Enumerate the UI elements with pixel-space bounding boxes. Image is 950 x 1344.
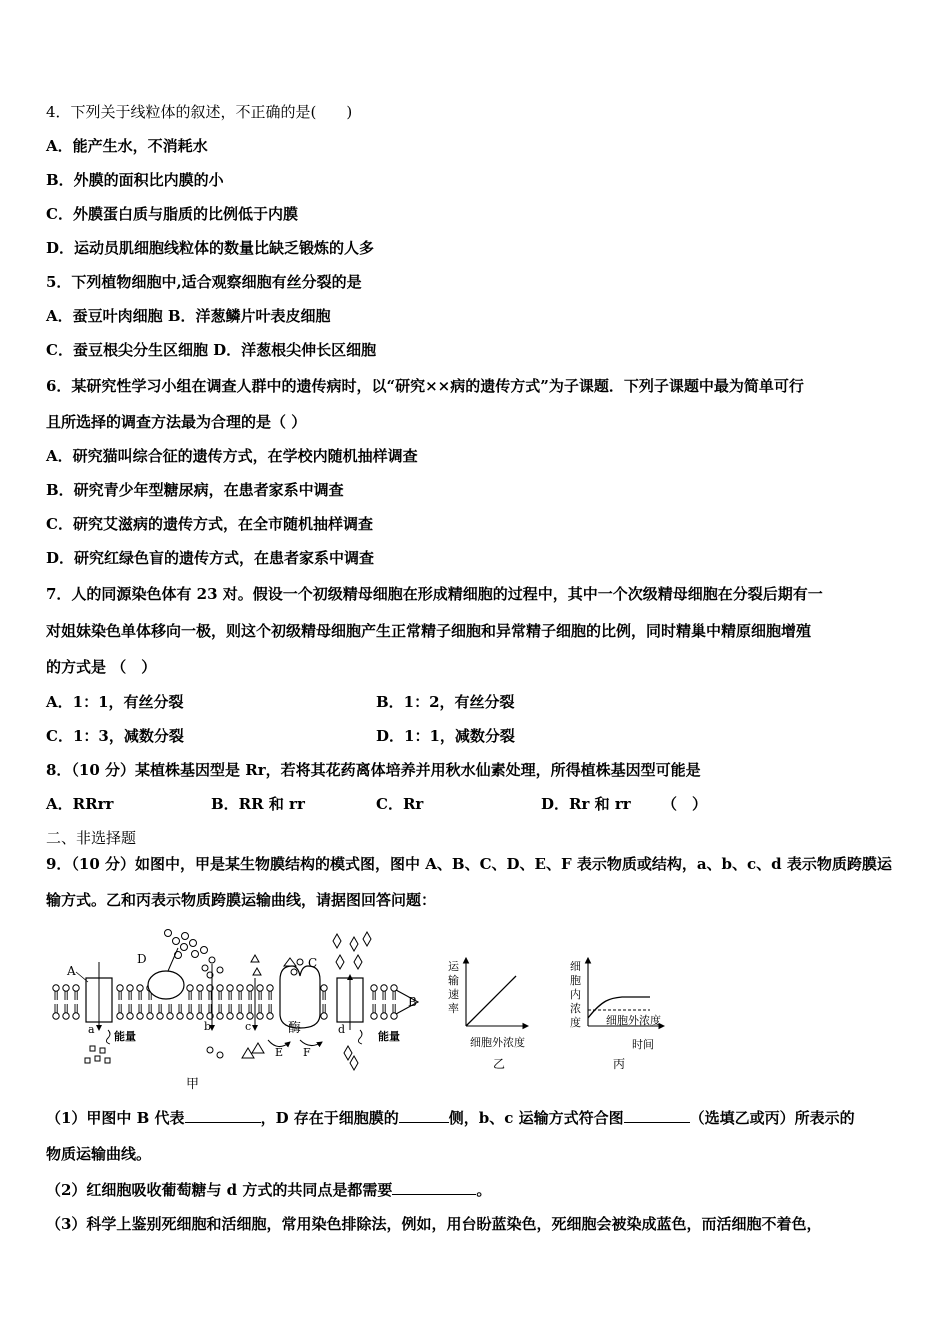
yi-ylabel-1: 运	[448, 960, 459, 973]
yi-ylabel-3: 速	[448, 988, 459, 1001]
q4-option-c: C．外膜蛋白质与脂质的比例低于内膜	[46, 205, 298, 223]
q6-option-c: C．研究艾滋病的遗传方式，在全市随机抽样调查	[46, 515, 373, 533]
q9-blank-2[interactable]	[399, 1108, 449, 1123]
q7-option-a: A．1：1，有丝分裂	[46, 693, 184, 711]
q9-sub2	[46, 1180, 491, 1200]
yi-xlabel: 细胞外浓度	[470, 1036, 525, 1049]
q7-option-d: D．1：1，减数分裂	[376, 727, 515, 745]
caption-jia: 甲	[186, 1077, 200, 1092]
enzyme-label: 酶	[288, 1021, 302, 1036]
membrane-figure	[0, 920, 950, 1095]
q4-option-b: B．外膜的面积比内膜的小	[46, 171, 224, 189]
q4-stem: 4．下列关于线粒体的叙述，不正确的是( )	[46, 103, 353, 121]
bing-legend: 细胞外浓度	[606, 1014, 661, 1027]
bing-ylabel-2: 胞	[570, 974, 581, 987]
q5-options-ab: A．蚕豆叶肉细胞 B．洋葱鳞片叶表皮细胞	[46, 307, 331, 325]
label-d-lower: d	[338, 1023, 346, 1036]
q7-option-c: C．1：3，减数分裂	[46, 727, 184, 745]
caption-yi: 乙	[493, 1057, 506, 1071]
bing-ylabel-3: 内	[570, 988, 581, 1001]
q7-stem-line3: 的方式是 （ ）	[46, 658, 157, 676]
q9-blank-4[interactable]	[392, 1180, 476, 1195]
q5-options-cd: C．蚕豆根尖分生区细胞 D．洋葱根尖伸长区细胞	[46, 341, 377, 359]
q9-sub1-part1: （1）甲图中 B 代表	[46, 1109, 185, 1127]
q8-option-b: B．RR 和 rr	[211, 795, 305, 813]
label-b-lower: b	[204, 1020, 212, 1033]
q8-option-c: C．Rr	[376, 795, 424, 813]
energy-label-2: 能量	[378, 1030, 400, 1043]
energy-label-1: 能量	[114, 1030, 136, 1043]
q9-sub1-line1	[46, 1108, 855, 1128]
q6-stem-line2: 且所选择的调查方法最为合理的是（ ）	[46, 413, 307, 431]
q7-option-b: B．1：2，有丝分裂	[376, 693, 515, 711]
yi-ylabel-2: 输	[448, 974, 459, 987]
q8-option-a: A．RRrr	[46, 795, 114, 813]
q4-option-d: D．运动员肌细胞线粒体的数量比缺乏锻炼的人多	[46, 239, 375, 257]
caption-bing: 丙	[613, 1057, 626, 1071]
glycoprotein-d	[148, 971, 184, 999]
q9-sub1-part4: （选填乙或丙）所表示的	[689, 1109, 855, 1127]
label-a-lower: a	[88, 1023, 95, 1036]
q8-option-d: D．Rr 和 rr	[541, 795, 631, 813]
q9-sub1-part2: ，D 存在于细胞膜的	[260, 1109, 399, 1127]
q9-stem-line2: 输方式。乙和丙表示物质跨膜运输曲线，请据图回答问题：	[46, 891, 437, 909]
q9-sub1-part3: 侧，b、c 运输方式符合图	[448, 1109, 624, 1127]
label-d-upper: D	[137, 952, 147, 966]
q9-sub3: （3）科学上鉴别死细胞和活细胞，常用染色排除法，例如，用台盼蓝染色，死细胞会被染成蓝色，而活细胞不着色，	[46, 1215, 822, 1233]
q6-option-b: B．研究青少年型糖尿病，在患者家系中调查	[46, 481, 344, 499]
q6-option-d: D．研究红绿色盲的遗传方式，在患者家系中调查	[46, 549, 375, 567]
bing-ylabel-4: 浓	[570, 1002, 581, 1015]
bing-ylabel-5: 度	[570, 1016, 581, 1029]
q9-sub1-line2: 物质运输曲线。	[46, 1145, 152, 1163]
label-c-upper: C	[308, 956, 318, 970]
q7-stem-line1: 7．人的同源染色体有 23 对。假设一个初级精母细胞在形成精细胞的过程中，其中一个次级精母细胞在分裂后期有一	[46, 585, 823, 603]
label-b-upper: B	[408, 995, 417, 1009]
q6-stem-line1: 6．某研究性学习小组在调查人群中的遗传病时，以“研究××病的遗传方式”为子课题．下列子课题中最为简单可行	[46, 377, 804, 395]
q9-sub2-part2: 。	[476, 1181, 492, 1199]
q6-option-a: A．研究猫叫综合征的遗传方式，在学校内随机抽样调查	[46, 447, 418, 465]
graph-yi	[448, 958, 528, 1071]
graph-bing	[570, 958, 664, 1071]
bing-xlabel: 时间	[632, 1038, 654, 1051]
q8-answer-paren: （ ）	[662, 795, 708, 813]
label-c-lower: c	[245, 1020, 252, 1033]
q5-stem: 5．下列植物细胞中,适合观察细胞有丝分裂的是	[46, 273, 362, 291]
section-heading: 二、非选择题	[46, 829, 137, 847]
q7-stem-line2: 对姐妹染色单体移向一极，则这个初级精母细胞产生正常精子细胞和异常精子细胞的比例，同时精巢中精原细胞增殖	[46, 622, 812, 640]
q4-option-a: A．能产生水，不消耗水	[46, 137, 208, 155]
q9-stem-line1: 9．（10 分）如图中，甲是某生物膜结构的模式图，图中 A、B、C、D、E、F 表示物质或结构，a、b、c、d 表示物质跨膜运	[46, 855, 892, 873]
label-a-upper: A	[67, 964, 76, 978]
label-e: E	[275, 1046, 284, 1059]
q9-blank-3[interactable]	[624, 1108, 690, 1123]
enzyme-protein	[280, 966, 320, 1028]
q9-sub2-part1: （2）红细胞吸收葡萄糖与 d 方式的共同点是都需要	[46, 1181, 393, 1199]
bing-ylabel-1: 细	[570, 960, 581, 973]
q9-blank-1[interactable]	[185, 1108, 261, 1123]
yi-ylabel-4: 率	[448, 1002, 459, 1015]
q8-stem: 8．（10 分）某植株基因型是 Rr，若将其花药离体培养并用秋水仙素处理，所得植株基因型可能是	[46, 761, 701, 779]
label-f: F	[303, 1046, 311, 1059]
